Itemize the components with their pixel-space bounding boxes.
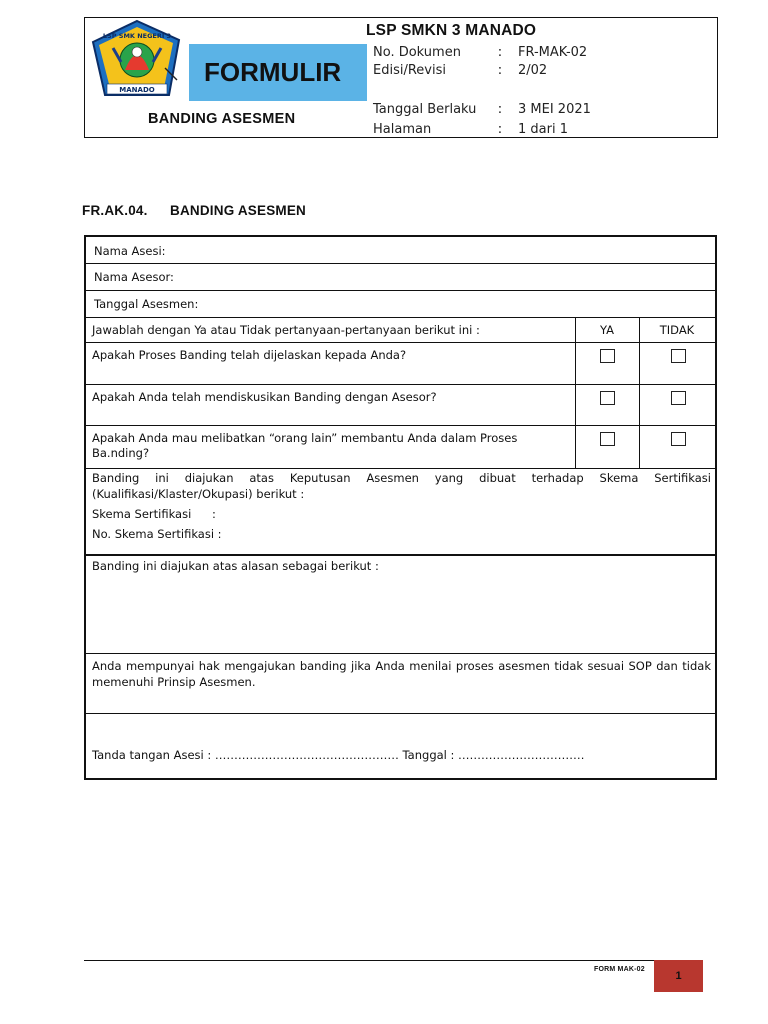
question-row bbox=[86, 343, 715, 385]
alasan-row[interactable] bbox=[86, 556, 715, 654]
section-title bbox=[82, 203, 306, 218]
checkbox-tidak[interactable] bbox=[671, 432, 686, 446]
meta-colon: : bbox=[497, 63, 503, 78]
hak-line1: Anda mempunyai hak mengajukan banding jika Anda menilai proses asesmen tidak sesuai SOP dan tidak bbox=[92, 659, 711, 673]
footer-form-code: FORM MAK-02 bbox=[594, 966, 645, 973]
document-header bbox=[84, 17, 718, 138]
skema-intro-line2: (Kualifikasi/Klaster/Okupasi) berikut : bbox=[92, 487, 305, 501]
section-code: FR.AK.04. bbox=[82, 203, 148, 218]
meta-value-no-dokumen: FR-MAK-02 bbox=[518, 45, 588, 60]
logo-text-bottom: MANADO bbox=[119, 86, 155, 94]
question-line: Apakah Anda mau melibatkan “orang lain” membantu Anda dalam Proses bbox=[92, 431, 518, 445]
nama-asesi-row[interactable] bbox=[86, 237, 715, 264]
question-row bbox=[86, 426, 715, 468]
nama-asesor-row[interactable] bbox=[86, 264, 715, 291]
section-name: BANDING ASESMEN bbox=[170, 203, 307, 218]
instruction-text: Jawablah dengan Ya atau Tidak pertanyaan-pertanyaan berikut ini : bbox=[92, 323, 480, 337]
meta-value-tanggal-berlaku: 3 MEI 2021 bbox=[518, 102, 591, 117]
column-divider bbox=[639, 318, 640, 468]
skema-sertifikasi-label: Skema Sertifikasi bbox=[92, 507, 192, 521]
skema-intro-line1: Banding ini diajukan atas Keputusan Asesmen yang dibuat terhadap Skema Sertifikasi bbox=[92, 471, 711, 485]
tanggal-asesmen-label: Tanggal Asesmen: bbox=[94, 297, 199, 311]
checkbox-ya[interactable] bbox=[600, 349, 615, 363]
meta-colon: : bbox=[497, 102, 503, 117]
formulir-label: FORMULIR bbox=[189, 44, 367, 101]
question-text: Apakah Anda telah mendiskusikan Banding dengan Asesor? bbox=[92, 390, 437, 404]
meta-value-halaman: 1 dari 1 bbox=[518, 122, 568, 137]
hak-line2: memenuhi Prinsip Asesmen. bbox=[92, 675, 256, 689]
question-text bbox=[92, 431, 517, 461]
nama-asesi-label: Nama Asesi: bbox=[94, 244, 166, 258]
hak-row bbox=[86, 654, 715, 714]
footer-rule bbox=[84, 960, 654, 961]
alasan-label: Banding ini diajukan atas alasan sebagai berikut : bbox=[92, 559, 379, 573]
column-divider bbox=[575, 318, 576, 468]
meta-colon: : bbox=[497, 122, 503, 137]
signature-row[interactable] bbox=[86, 714, 715, 778]
question-row bbox=[86, 385, 715, 426]
no-skema-label: No. Skema Sertifikasi : bbox=[92, 527, 222, 541]
tanggal-asesmen-row[interactable] bbox=[86, 291, 715, 318]
appeal-form bbox=[84, 235, 717, 780]
checkbox-ya[interactable] bbox=[600, 391, 615, 405]
checkbox-tidak[interactable] bbox=[671, 391, 686, 405]
logo-cell bbox=[85, 18, 189, 101]
signature-text: Tanda tangan Asesi : ………………………………………… Tanggal : …………………………… bbox=[92, 748, 585, 762]
checkbox-ya[interactable] bbox=[600, 432, 615, 446]
no-skema-field[interactable] bbox=[92, 526, 711, 542]
question-line: Ba.nding? bbox=[92, 446, 150, 460]
document-title: BANDING ASESMEN bbox=[148, 111, 296, 127]
school-emblem-icon bbox=[85, 18, 189, 101]
checkbox-tidak[interactable] bbox=[671, 349, 686, 363]
skema-colon: : bbox=[212, 507, 216, 521]
question-text: Apakah Proses Banding telah dijelaskan kepada Anda? bbox=[92, 348, 407, 362]
meta-label-halaman: Halaman bbox=[373, 122, 432, 137]
meta-label-no-dokumen: No. Dokumen bbox=[373, 45, 461, 60]
skema-sertifikasi-field[interactable] bbox=[92, 506, 711, 522]
meta-label-tanggal-berlaku: Tanggal Berlaku bbox=[373, 102, 477, 117]
meta-colon: : bbox=[497, 45, 503, 60]
meta-value-edisi: 2/02 bbox=[518, 63, 548, 78]
skema-row bbox=[86, 468, 715, 556]
logo-text-top: LSP SMK NEGERI 3 bbox=[102, 32, 172, 40]
meta-label-edisi: Edisi/Revisi bbox=[373, 63, 446, 78]
column-header-ya: YA bbox=[600, 323, 614, 337]
page-number-badge: 1 bbox=[654, 960, 703, 992]
nama-asesor-label: Nama Asesor: bbox=[94, 270, 174, 284]
instruction-row bbox=[86, 318, 715, 343]
org-name: LSP SMKN 3 MANADO bbox=[366, 22, 537, 39]
column-header-tidak: TIDAK bbox=[659, 323, 695, 337]
